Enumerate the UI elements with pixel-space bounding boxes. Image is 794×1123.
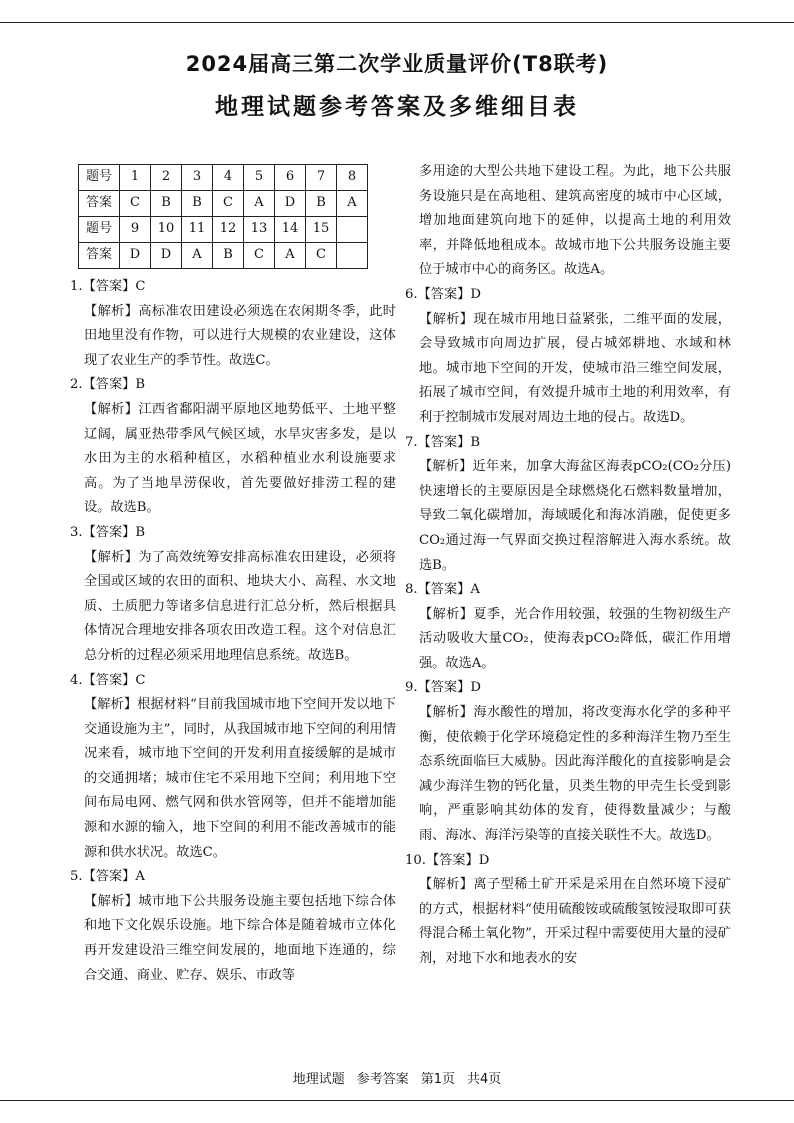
answer-table-cell: 9 bbox=[120, 217, 151, 243]
answer-table-cell: 7 bbox=[306, 165, 337, 191]
answer-heading: 7.【答案】B bbox=[405, 434, 481, 450]
answer-table-cell: 13 bbox=[244, 217, 275, 243]
answer-heading: 4.【答案】C bbox=[70, 672, 146, 688]
explanation-text: 【解析】海水酸性的增加，将改变海水化学的多种平衡，使依赖于化学环境稳定性的多种海洋生物乃至生态系统面临巨大威胁。因此海洋酸化的直接影响是会减少海洋生物的钙化量，贝类生物的甲壳生长受到影响，严重影响其幼体的发育，使得数量减少；与酸雨、海冰、海洋污染等的直接关联性不大。故选D。 bbox=[419, 705, 731, 844]
question-item bbox=[70, 865, 396, 988]
answer-heading: 5.【答案】A bbox=[70, 869, 145, 885]
page-footer bbox=[0, 1068, 794, 1087]
explanation-text: 【解析】高标准农田建设必须选在农闲期冬季，此时田地里没有作物，可以进行大规模的农业建设，这体现了农业生产的季节性。故选C。 bbox=[84, 303, 396, 368]
question-item bbox=[70, 521, 396, 669]
answer-table-cell: A bbox=[337, 191, 368, 217]
answer-heading: 3.【答案】B bbox=[70, 524, 146, 540]
explanation-text: 【解析】为了高效统筹安排高标准农田建设，必须将全国或区域的农田的面积、地块大小、高程、水文地质、土质肥力等诸多信息进行汇总分析，然后根据具体情况合理地安排各项农田改造工程。这个对信息汇总分析的过程必须采用地理信息系统。故选B。 bbox=[84, 549, 396, 663]
answer-table-cell: 8 bbox=[337, 165, 368, 191]
answer-table-cell: 题号 bbox=[79, 217, 120, 243]
answer-heading: 9.【答案】D bbox=[405, 680, 481, 696]
explanation-text: 【解析】近年来，加拿大海盆区海表pCO₂(CO₂分压)快速增长的主要原因是全球燃烧化石燃料数量增加，导致二氧化碳增加，海域暖化和海冰消融，促使更多CO₂通过海一气界面交换过程溶解进入海水系统。故选B。 bbox=[419, 459, 731, 573]
answer-heading: 6.【答案】D bbox=[405, 286, 481, 302]
question-item bbox=[70, 275, 396, 373]
explanation-text: 【解析】离子型稀土矿开采是采用在自然环境下浸矿的方式，根据材料“使用硫酸铵或硫酸氢铵浸取即可获得混合稀土氧化物”，开采过程中需要使用大量的浸矿剂，对地下水和地表水的安 bbox=[419, 877, 731, 966]
explanation-text: 多用途的大型公共地下建设工程。为此，地下公共服务设施只是在高地租、建筑高密度的城市中心区域，增加地面建筑向地下的延伸，以提高土地的利用效率，并降低地租成本。故城市地下公共服务设施主要位于城市中心的商务区。故选A。 bbox=[419, 164, 731, 278]
answer-table-row bbox=[79, 243, 368, 269]
answer-table-cell: B bbox=[182, 191, 213, 217]
answer-table-cell: 5 bbox=[244, 165, 275, 191]
answer-table-cell: D bbox=[151, 243, 182, 269]
footer-doc-type: 参考答案 bbox=[356, 1072, 409, 1087]
answer-table-cell: D bbox=[120, 243, 151, 269]
answer-table-cell: B bbox=[213, 243, 244, 269]
question-item bbox=[405, 160, 731, 283]
answer-heading: 10.【答案】D bbox=[405, 852, 490, 868]
left-column bbox=[70, 164, 396, 988]
explanation-text: 【解析】城市地下公共服务设施主要包括地下综合体和地下文化娱乐设施。地下综合体是随着城市立体化再开发建设沿三维空间发展的，地面地下连通的，综合交通、商业、贮存、娱乐、市政等 bbox=[84, 893, 396, 983]
bottom-rule bbox=[0, 1100, 794, 1101]
footer-total: 共4页 bbox=[467, 1072, 502, 1087]
answer-table-cell: 10 bbox=[151, 217, 182, 243]
answer-table-cell: B bbox=[151, 191, 182, 217]
footer-subject: 地理试题 bbox=[292, 1072, 345, 1087]
page-title: 2024届高三第二次学业质量评价(T8联考) bbox=[185, 52, 609, 76]
explanation-text: 【解析】根据材料“目前我国城市地下空间开发以地下交通设施为主”，同时，从我国城市地下空间的利用情况来看，城市地下空间的开发利用直接缓解的是城市的交通拥堵；城市住宅不采用地下空间；利用地下空间布局电网、燃气网和供水管网等，但并不能增加能源和水源的输入，地下空间的利用不能改善城市的能源和供水状况。故选C。 bbox=[84, 697, 396, 860]
answer-table-cell: 2 bbox=[151, 165, 182, 191]
answer-table-cell: 14 bbox=[275, 217, 306, 243]
question-item bbox=[405, 849, 731, 972]
answer-table-cell: 4 bbox=[213, 165, 244, 191]
answer-table-cell bbox=[337, 243, 368, 269]
answer-table-cell: A bbox=[244, 191, 275, 217]
top-rule bbox=[0, 22, 794, 23]
answer-table-row bbox=[79, 165, 368, 191]
answer-table-cell: B bbox=[306, 191, 337, 217]
answer-table-cell: 答案 bbox=[79, 191, 120, 217]
answer-table-cell: D bbox=[275, 191, 306, 217]
answer-table-cell: 1 bbox=[120, 165, 151, 191]
answer-heading: 2.【答案】B bbox=[70, 377, 146, 393]
answer-table-cell: C bbox=[213, 191, 244, 217]
right-column bbox=[405, 160, 731, 972]
explanation-text: 【解析】夏季，光合作用较强，较强的生物初级生产活动吸收大量CO₂，使海表pCO₂降低，碳汇作用增强。故选A。 bbox=[419, 606, 731, 671]
answer-table-cell: A bbox=[275, 243, 306, 269]
answer-table-cell: 3 bbox=[182, 165, 213, 191]
answer-table-row bbox=[79, 217, 368, 243]
answer-table-cell: 12 bbox=[213, 217, 244, 243]
answer-table-cell: 6 bbox=[275, 165, 306, 191]
explanation-text: 【解析】江西省鄱阳湖平原地区地势低平、土地平整辽阔，属亚热带季风气候区域，水旱灾害多发，是以水田为主的水稻种植区，水稻种植业水利设施要求高。为了当地旱涝保收，首先要做好排涝工程的建设。故选B。 bbox=[84, 401, 396, 516]
answer-table-cell: A bbox=[182, 243, 213, 269]
footer-page: 第1页 bbox=[420, 1072, 456, 1087]
answer-table-cell: 15 bbox=[306, 217, 337, 243]
answer-table-cell: C bbox=[244, 243, 275, 269]
question-item bbox=[405, 578, 731, 676]
question-item bbox=[405, 283, 731, 431]
answer-table-cell: 11 bbox=[182, 217, 213, 243]
answer-table-cell: C bbox=[120, 191, 151, 217]
answer-table-cell bbox=[337, 217, 368, 243]
question-item bbox=[405, 676, 731, 848]
answer-table-cell: C bbox=[306, 243, 337, 269]
answer-table-cell: 答案 bbox=[79, 243, 120, 269]
answer-table-row bbox=[79, 191, 368, 217]
answer-table-cell: 题号 bbox=[79, 165, 120, 191]
answer-table bbox=[78, 164, 368, 269]
answer-heading: 1.【答案】C bbox=[70, 279, 146, 294]
page-subtitle: 地理试题参考答案及多维细目表 bbox=[215, 94, 579, 120]
question-item bbox=[70, 669, 396, 866]
explanation-text: 【解析】现在城市用地日益紧张，二维平面的发展，会导致城市向周边扩展，侵占城郊耕地、水域和林地。城市地下空间的开发，使城市沿三维空间发展，拓展了城市空间，有效提升城市土地的利用效率，有利于控制城市发展对周边土地的侵占。故选D。 bbox=[419, 311, 731, 425]
question-item bbox=[405, 431, 731, 579]
answer-heading: 8.【答案】A bbox=[405, 582, 480, 598]
question-item bbox=[70, 373, 396, 521]
